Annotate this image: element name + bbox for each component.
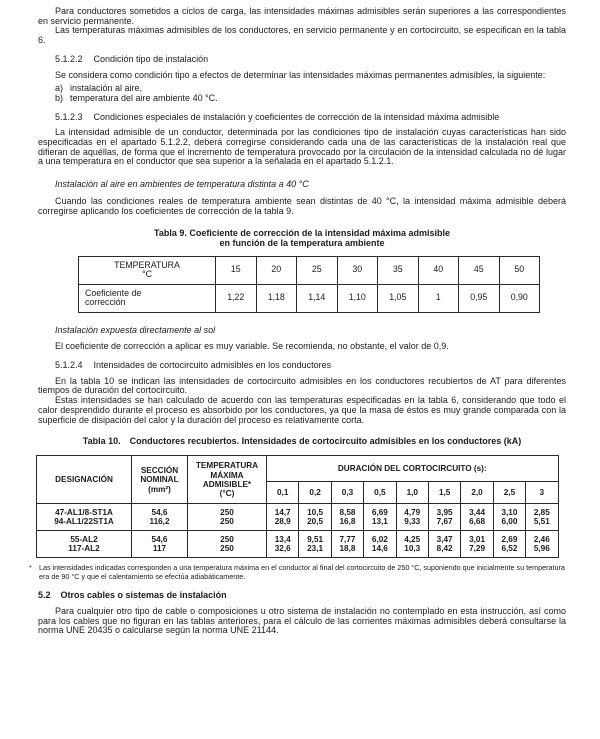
table-10-title <box>38 436 566 446</box>
coefficient-cell: 1,10 <box>337 284 378 312</box>
cell-line: 7,77 <box>339 535 356 545</box>
paragraph-sun-coefficient: El coeficiente de corrección a aplicar es muy variable. Se recomienda, no obstante, el valor de 0,9. <box>55 341 449 352</box>
header-line: TEMPERATURA <box>195 461 259 471</box>
paragraph-condition-type: Se considera como condición tipo a efectos de determinar las intensidades máximas permanentes admisibles, la siguiente: <box>55 69 546 80</box>
heading-number: 5.1.2.4 <box>55 360 83 371</box>
table-row-group-st1a <box>37 504 559 531</box>
heading-5-1-2-4 <box>55 361 566 371</box>
cell-line: 54,6 <box>151 508 168 518</box>
table-9-title <box>38 228 566 248</box>
duration-header-cell: 1,5 <box>428 482 460 504</box>
coefficient-cell: 1,22 <box>216 284 257 312</box>
paragraph-max-temperatures: Las temperaturas máximas admisibles de los conductores, en servicio permanente y en cortocircuito, se especifican en la tabla 6. <box>38 25 566 46</box>
cell-line: 6,52 <box>501 544 518 554</box>
cell-line: 16,8 <box>339 517 356 527</box>
paragraph-short-circuit-intro: En la tabla 10 se indican las intensidades de cortocircuito admisibles en los conductores recubiertos de AT para diferentes tiempos de duración del cortocircuito. <box>38 375 566 396</box>
row-label-line2: corrección <box>85 297 126 308</box>
cell-line: 13,4 <box>274 535 291 545</box>
duration-header-cell: 2,0 <box>461 482 493 504</box>
cell-line: 4,25 <box>404 535 421 545</box>
cell-line: 5,96 <box>533 544 550 554</box>
column-header-line2: °C <box>142 269 152 280</box>
value-cell <box>461 531 493 558</box>
cell-line: 13,1 <box>371 517 388 527</box>
list-item-text: instalación al aire, <box>70 83 143 94</box>
temperature-header-cell: 45 <box>459 256 500 284</box>
table-9-title-line2: en función de la temperatura ambiente <box>219 238 385 249</box>
cell-line: 54,6 <box>151 535 168 545</box>
cell-line: 6,02 <box>371 535 388 545</box>
cell-line: 6,69 <box>371 508 388 518</box>
cell-line: 8,42 <box>436 544 453 554</box>
column-header-line1: TEMPERATURA <box>114 259 180 270</box>
cell-line: 117 <box>152 544 167 554</box>
heading-5-2 <box>38 591 566 601</box>
paragraph-other-cables: Para cualquier otro tipo de cable o composiciones u otro sistema de instalación no contemplado en esta instrucción, así como para los cables que no figuran en las tablas anteriores, para el cálculo de las corrientes máximas admisibles deberá consultarse la norma UNE 20435 o calcularse según la norma UNE 21144. <box>38 606 566 636</box>
column-header-temperatura-maxima <box>188 456 267 504</box>
cell-line: 3,44 <box>469 508 485 518</box>
cell-line: 32,6 <box>274 544 291 554</box>
cell-line: 94-AL1/22ST1A <box>54 517 114 527</box>
table-row-group-al2 <box>37 531 559 558</box>
cell-line: 7,67 <box>436 517 453 527</box>
cell-line: 55-AL2 <box>70 535 98 545</box>
duration-header-cell: 0,3 <box>331 482 363 504</box>
subheading-sun-exposure: Instalación expuesta directamente al sol <box>55 324 216 335</box>
value-cell <box>428 504 460 531</box>
cell-line: 9,51 <box>307 535 324 545</box>
heading-5-1-2-2 <box>55 55 566 65</box>
temperatura-cell <box>188 531 267 558</box>
paragraph-ambient-temperature: Cuando las condiciones reales de temperatura ambiente sean distintas de 40 °C, la intensidad máxima admisible deberá corregirse aplicando los coeficientes de corrección de la tabla 9. <box>38 195 566 216</box>
paragraph-special-conditions: La intensidad admisible de un conductor, determinada por las condiciones tipo de instalación cuyas características han sido especificadas en el apartado 5.1.2.2, deberá corregirse considerando cada una de las características de la instalación real que difieran de aquéllas, de forma que el incremento de temperatura provocado por la circulación de la intensidad calculada no dé lugar a una temperatura en el conductor que sea superior a la señalada en el apartado 5.1.2.1. <box>38 127 566 167</box>
temperature-header-cell: 40 <box>418 256 459 284</box>
cell-line: 5,51 <box>533 517 550 527</box>
coefficient-cell: 1,18 <box>256 284 297 312</box>
temperature-header-cell: 25 <box>297 256 338 284</box>
duration-header-cell: 2,5 <box>493 482 525 504</box>
cell-line: 250 <box>220 535 234 545</box>
cell-line: 28,9 <box>274 517 291 527</box>
paragraph-short-circuit-calc: Estas intensidades se han calculado de acuerdo con las temperaturas especificadas en la tabla 6, considerando que todo el calor desprendido durante el proceso es absorbido por los conductores, ya que la masa de éstos es muy grande comparada con la superficie de disipación del calor y la duración del proceso es relativamente corta. <box>38 395 566 425</box>
designacion-cell <box>37 531 132 558</box>
coefficient-cell: 0,95 <box>459 284 500 312</box>
cell-line: 3,10 <box>501 508 518 518</box>
value-cell <box>396 531 428 558</box>
table-10-header-row <box>37 456 559 482</box>
list-marker: a) <box>55 83 64 94</box>
cell-line: 8,58 <box>339 508 356 518</box>
value-cell <box>526 504 558 531</box>
heading-title: Otros cables o sistemas de instalación <box>60 590 227 601</box>
duration-header-cell: 1,0 <box>396 482 428 504</box>
cell-line: 20,5 <box>307 517 324 527</box>
cell-line: 117-AL2 <box>68 544 100 554</box>
cell-line: 9,33 <box>404 517 421 527</box>
value-cell <box>428 531 460 558</box>
cell-line: 3,95 <box>436 508 453 518</box>
cell-line: 2,69 <box>501 535 518 545</box>
footnote-marker: * <box>29 563 32 573</box>
column-header-duracion: DURACIÓN DEL CORTOCIRCUITO (s): <box>267 456 559 482</box>
table-9-header-row <box>79 256 540 284</box>
row-label-line1: Coeficiente de <box>85 287 142 298</box>
table-9-correction-coefficients <box>78 256 540 313</box>
cell-line: 250 <box>220 517 234 527</box>
table-10-footnote <box>28 564 566 581</box>
value-cell <box>267 504 299 531</box>
value-cell <box>267 531 299 558</box>
temperature-header-cell: 15 <box>216 256 257 284</box>
cell-line: 2,85 <box>533 508 550 518</box>
column-header-temperature <box>79 256 216 284</box>
designacion-cell <box>37 504 132 531</box>
value-cell <box>299 504 331 531</box>
table-9-data-row <box>79 284 540 312</box>
temperature-header-cell: 20 <box>256 256 297 284</box>
coefficient-cell: 1,14 <box>297 284 338 312</box>
coefficient-cell: 0,90 <box>499 284 540 312</box>
column-header-designacion: DESIGNACIÓN <box>37 456 132 504</box>
header-line: (mm²) <box>148 484 171 494</box>
table-9-title-line1: Tabla 9. Coeficiente de corrección de la intensidad máxima admisible <box>154 228 450 239</box>
seccion-cell <box>132 531 188 558</box>
cell-line: 14,7 <box>274 508 291 518</box>
cell-line: 6,68 <box>469 517 485 527</box>
table-10-short-circuit-currents <box>36 455 559 558</box>
heading-5-1-2-3 <box>55 113 566 123</box>
cell-line: 23,1 <box>307 544 324 554</box>
header-line: SECCIÓN <box>140 465 179 475</box>
cell-line: 3,47 <box>436 535 453 545</box>
cell-line: 3,01 <box>469 535 485 545</box>
heading-number: 5.1.2.2 <box>55 53 83 64</box>
cell-line: 7,29 <box>469 544 485 554</box>
coefficient-cell: 1 <box>418 284 459 312</box>
list-marker: b) <box>55 92 64 103</box>
cell-line: 47-AL1/8-ST1A <box>55 508 113 518</box>
value-cell <box>526 531 558 558</box>
header-line: ADMISIBLE* <box>202 479 252 489</box>
value-cell <box>331 531 363 558</box>
subheading-air-installation: Instalación al aire en ambientes de temperatura distinta a 40 °C <box>55 179 309 190</box>
footnote-text: Las intensidades indicadas corresponden a una temperatura máxima en el conductor al final del cortocircuito de 250 °C, suponiendo que inicialmente su temperatura era de 90 °C y que el calentamiento se efectúa adiabáticamente. <box>39 563 565 581</box>
cell-line: 14,6 <box>371 544 388 554</box>
header-line: (°C) <box>219 489 235 499</box>
duration-header-cell: 0,5 <box>364 482 396 504</box>
value-cell <box>331 504 363 531</box>
value-cell <box>364 504 396 531</box>
condition-list <box>55 84 566 103</box>
coefficient-cell: 1,05 <box>378 284 419 312</box>
value-cell <box>461 504 493 531</box>
heading-title: Condición tipo de instalación <box>93 53 209 64</box>
duration-header-cell: 3 <box>526 482 558 504</box>
cell-line: 6,00 <box>501 517 518 527</box>
heading-number: 5.2 <box>38 590 51 601</box>
header-line: NOMINAL <box>140 475 179 485</box>
table-10-title-text: Conductores recubiertos. Intensidades de cortocircuito admisibles en los conductores (kA) <box>129 436 522 447</box>
temperature-header-cell: 35 <box>378 256 419 284</box>
value-cell <box>493 504 525 531</box>
seccion-cell <box>132 504 188 531</box>
cell-line: 2,46 <box>533 535 550 545</box>
temperature-header-cell: 30 <box>337 256 378 284</box>
duration-header-cell: 0,2 <box>299 482 331 504</box>
cell-line: 250 <box>220 544 234 554</box>
heading-title: Intensidades de cortocircuito admisibles en los conductores <box>93 360 332 371</box>
value-cell <box>493 531 525 558</box>
cell-line: 250 <box>220 508 234 518</box>
temperatura-cell <box>188 504 267 531</box>
row-label-coefficient <box>79 284 216 312</box>
value-cell <box>396 504 428 531</box>
cell-line: 10,3 <box>404 544 421 554</box>
paragraph-load-cycles: Para conductores sometidos a ciclos de carga, las intensidades máximas admisibles serán superiores a las correspondientes en servicio permanente. <box>38 6 566 26</box>
header-line: MÁXIMA <box>210 470 244 480</box>
heading-number: 5.1.2.3 <box>55 111 83 122</box>
list-item-text: temperatura del aire ambiente 40 °C. <box>70 92 218 103</box>
heading-title: Condiciones especiales de instalación y coeficientes de corrección de la intensidad máxima admisible <box>93 111 500 122</box>
list-item-b <box>55 94 566 104</box>
column-header-seccion-nominal <box>132 456 188 504</box>
cell-line: 10,5 <box>307 508 324 518</box>
value-cell <box>364 531 396 558</box>
value-cell <box>299 531 331 558</box>
table-10-title-label: Tabla 10. <box>82 436 121 447</box>
cell-line: 116,2 <box>149 517 170 527</box>
temperature-header-cell: 50 <box>499 256 540 284</box>
duration-header-cell: 0,1 <box>267 482 299 504</box>
cell-line: 18,8 <box>339 544 356 554</box>
cell-line: 4,79 <box>404 508 421 518</box>
